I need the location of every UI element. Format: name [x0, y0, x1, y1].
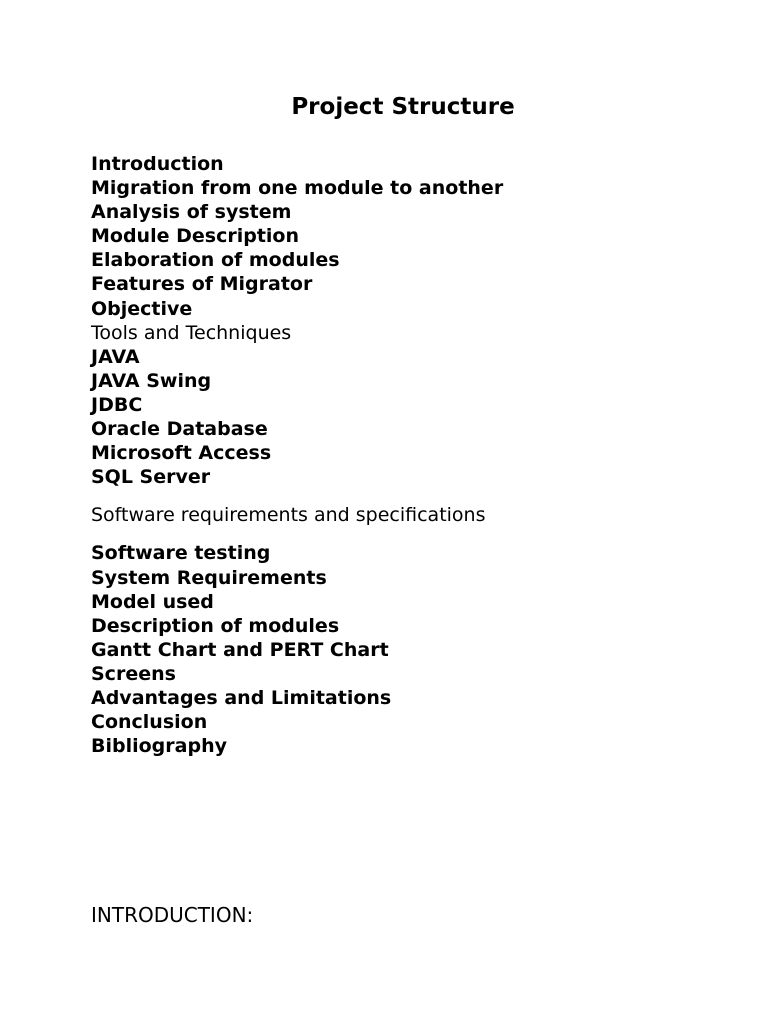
contents-list	[91, 152, 711, 758]
contents-item: Microsoft Access	[91, 442, 272, 465]
contents-item: Objective	[91, 297, 193, 320]
contents-item: System Requirements	[91, 566, 327, 589]
contents-item: Introduction	[91, 153, 224, 175]
contents-item: Screens	[91, 662, 176, 685]
contents-item: Model used	[91, 590, 214, 613]
contents-item: Migration from one module to another	[91, 177, 504, 200]
contents-item: Gantt Chart and PERT Chart	[91, 638, 389, 661]
contents-item: Description of modules	[91, 614, 340, 637]
contents-item: Tools and Techniques	[91, 321, 292, 344]
contents-item: Elaboration of modules	[91, 249, 340, 272]
contents-item: Features of Migrator	[91, 273, 313, 296]
page-title: Project Structure	[291, 94, 515, 120]
contents-item: Advantages and Limitations	[91, 686, 392, 709]
contents-item: Bibliography	[91, 735, 227, 758]
contents-item: JAVA Swing	[91, 369, 212, 392]
contents-item: Software testing	[91, 542, 271, 565]
contents-item: Oracle Database	[91, 418, 268, 441]
contents-item: JAVA	[91, 345, 140, 368]
contents-item: Software requirements and specifications	[91, 504, 486, 527]
contents-item: Analysis of system	[91, 201, 292, 224]
section-heading: INTRODUCTION:	[91, 903, 254, 927]
contents-item: JDBC	[91, 393, 143, 416]
contents-item: SQL Server	[91, 466, 211, 489]
contents-item: Conclusion	[91, 711, 208, 734]
contents-item: Module Description	[91, 225, 299, 248]
